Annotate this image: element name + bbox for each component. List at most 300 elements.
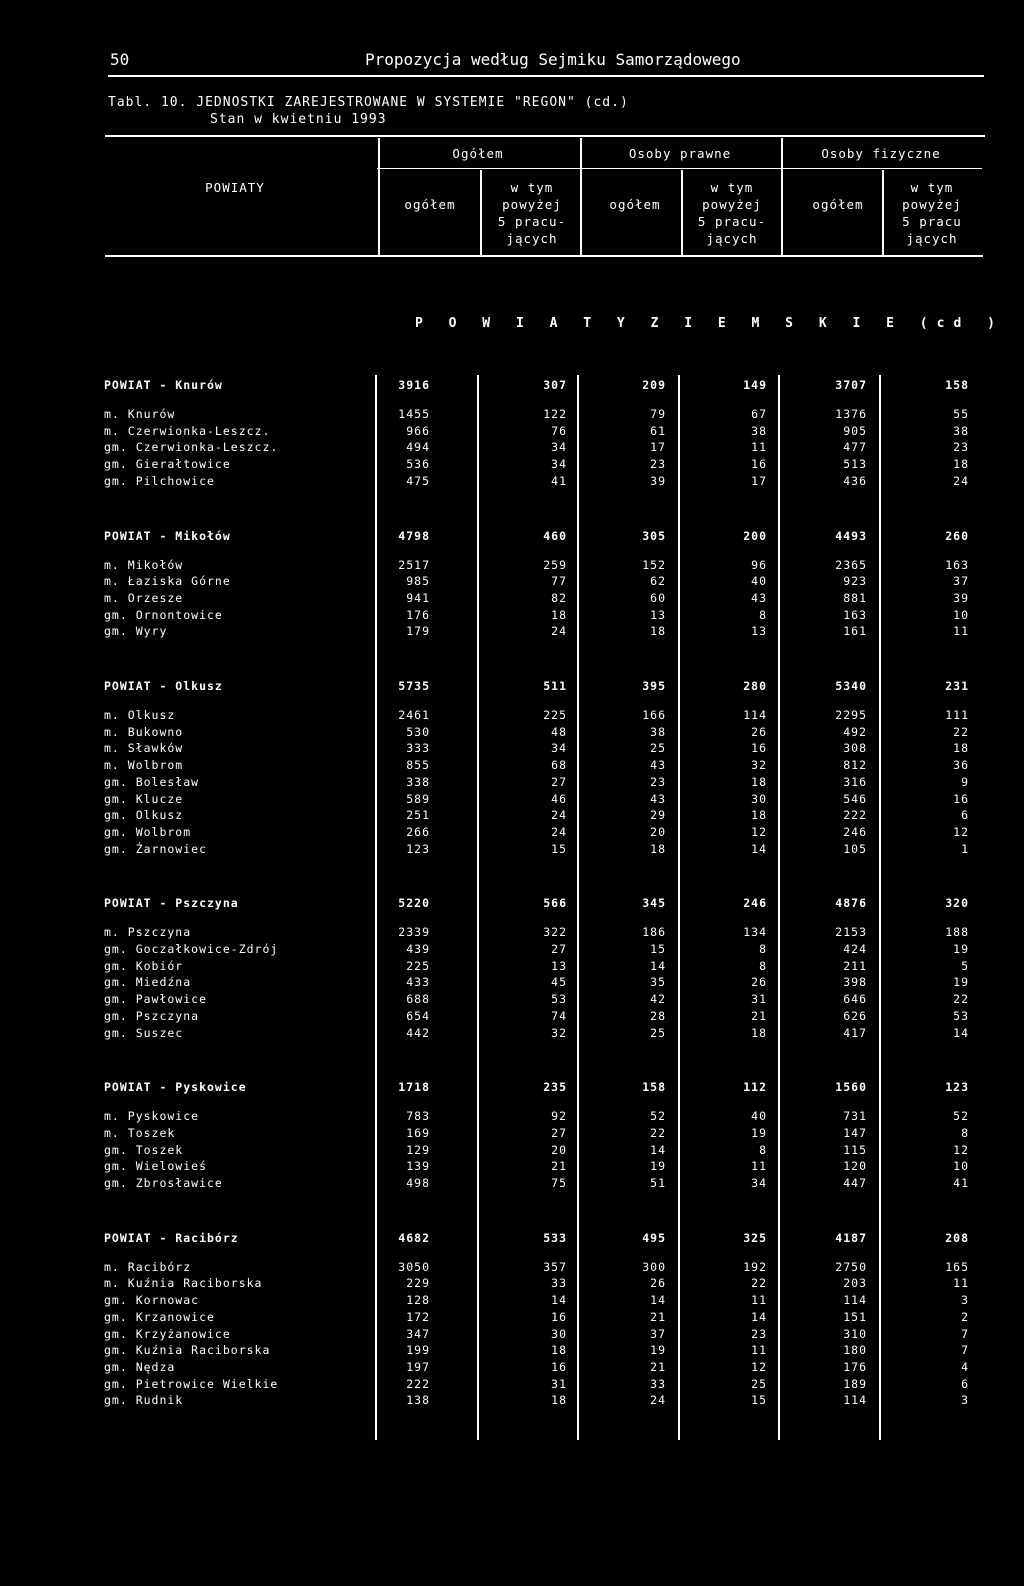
table-cell-value: 316	[843, 774, 867, 789]
table-cell-value: 18	[953, 457, 969, 472]
table-cell-value: 45	[551, 975, 567, 990]
table-cell-value: 41	[953, 1176, 969, 1190]
table-cell-value: 163	[843, 607, 867, 622]
table-cell-value: 15	[551, 841, 567, 856]
table-cell-value: 11	[953, 624, 969, 639]
table-cell-value: 199	[406, 1343, 430, 1358]
table-cell-value: 417	[843, 1025, 867, 1040]
subcolumn-header: powyżej	[902, 197, 962, 212]
powiat-total-label: POWIAT - Racibórz	[104, 1230, 239, 1245]
table-cell-value: 76	[551, 423, 567, 438]
subcolumn-header: w tym	[710, 180, 754, 195]
powiat-total-value: 235	[543, 1080, 567, 1095]
group-header: Osoby prawne	[628, 146, 732, 161]
table-cell-value: 251	[406, 808, 430, 823]
table-cell-value: 172	[406, 1309, 430, 1324]
table-row-label: m. Kuźnia Raciborska	[104, 1276, 263, 1291]
table-row-label: gm. Bolesław	[104, 774, 200, 789]
table-cell-value: 2750	[835, 1259, 867, 1274]
table-row-label: gm. Klucze	[104, 791, 184, 806]
table-cell-value: 60	[650, 590, 666, 605]
table-cell-value: 985	[406, 574, 430, 589]
table-cell-value: 225	[406, 958, 430, 973]
table-cell-value: 4	[961, 1359, 969, 1374]
table-cell-value: 357	[543, 1259, 567, 1274]
table-cell-value: 27	[551, 1125, 567, 1140]
table-row-label: gm. Pszczyna	[104, 1008, 200, 1023]
body-column-divider	[778, 375, 780, 1440]
table-cell-value: 22	[751, 1276, 767, 1291]
powiat-total-value: 5220	[398, 896, 430, 911]
table-cell-value: 881	[843, 590, 867, 605]
table-cell-value: 114	[743, 708, 767, 722]
subcolumn-header: 5 pracu	[902, 214, 962, 229]
table-cell-value: 128	[406, 1293, 430, 1308]
table-cell-value: 14	[551, 1293, 567, 1308]
powiat-total-value: 4876	[835, 896, 867, 911]
table-cell-value: 16	[551, 1309, 567, 1324]
table-cell-value: 8	[759, 607, 767, 622]
table-cell-value: 34	[751, 1176, 767, 1190]
table-cell-value: 11	[751, 1159, 767, 1174]
table-cell-value: 40	[751, 574, 767, 589]
table-cell-value: 43	[650, 791, 666, 806]
table-cell-value: 477	[843, 440, 867, 455]
table-cell-value: 139	[406, 1159, 430, 1174]
page-number: 50	[110, 50, 130, 69]
table-cell-value: 42	[650, 992, 666, 1007]
table-row-label: gm. Pietrowice Wielkie	[104, 1376, 279, 1391]
table-cell-value: 941	[406, 590, 430, 605]
group-header: Osoby fizyczne	[821, 146, 941, 161]
table-cell-value: 424	[843, 942, 867, 956]
subcolumn-header: jących	[706, 231, 758, 246]
body-column-divider	[879, 375, 881, 1440]
powiat-total-value: 5340	[835, 679, 867, 693]
subcolumn-header: ogółem	[609, 197, 661, 212]
table-cell-value: 39	[953, 590, 969, 605]
table-cell-value: 14	[650, 958, 666, 973]
table-cell-value: 36	[953, 758, 969, 773]
table-cell-value: 21	[650, 1309, 666, 1324]
table-cell-value: 1	[961, 841, 969, 856]
table-cell-value: 38	[650, 724, 666, 739]
table-cell-value: 11	[751, 1293, 767, 1308]
table-cell-value: 498	[406, 1176, 430, 1190]
table-row-label: gm. Gierałtowice	[104, 457, 231, 472]
table-cell-value: 19	[650, 1343, 666, 1358]
table-cell-value: 18	[551, 1393, 567, 1408]
table-cell-value: 266	[406, 824, 430, 839]
table-cell-value: 120	[843, 1159, 867, 1174]
table-cell-value: 8	[759, 1142, 767, 1157]
table-cell-value: 40	[751, 1109, 767, 1124]
powiat-total-value: 158	[945, 378, 969, 392]
table-cell-value: 25	[650, 741, 666, 756]
subcolumn-header: 5 pracu-	[697, 214, 767, 229]
table-row-label: gm. Kornowac	[104, 1293, 200, 1308]
table-cell-value: 24	[650, 1393, 666, 1408]
table-cell-value: 433	[406, 975, 430, 990]
powiat-total-value: 566	[543, 896, 567, 911]
table-cell-value: 192	[743, 1259, 767, 1274]
table-header-bottom-rule	[105, 255, 983, 257]
table-cell-value: 246	[843, 824, 867, 839]
powiat-total-value: 307	[543, 378, 567, 392]
table-cell-value: 152	[642, 557, 666, 572]
powiat-total-value: 325	[743, 1230, 767, 1245]
table-cell-value: 2461	[398, 708, 430, 722]
table-title: Tabl. 10. JEDNOSTKI ZAREJESTROWANE W SYSTEMIE "REGON" (cd.)	[108, 95, 629, 110]
table-cell-value: 338	[406, 774, 430, 789]
table-cell-value: 21	[751, 1008, 767, 1023]
table-cell-value: 129	[406, 1142, 430, 1157]
table-cell-value: 6	[961, 1376, 969, 1391]
table-cell-value: 222	[406, 1376, 430, 1391]
table-cell-value: 5	[961, 958, 969, 973]
table-cell-value: 923	[843, 574, 867, 589]
group-header: Ogółem	[452, 146, 504, 161]
table-cell-value: 26	[751, 975, 767, 990]
table-row-label: gm. Wyry	[104, 624, 168, 639]
header-column-divider	[378, 138, 380, 256]
table-cell-value: 34	[551, 457, 567, 472]
table-cell-value: 494	[406, 440, 430, 455]
table-cell-value: 186	[642, 925, 666, 940]
table-row-label: m. Racibórz	[104, 1259, 192, 1274]
table-row-label: gm. Goczałkowice-Zdrój	[104, 942, 279, 956]
powiat-total-value: 460	[543, 528, 567, 543]
table-row-label: m. Wolbrom	[104, 758, 184, 773]
table-cell-value: 398	[843, 975, 867, 990]
table-cell-value: 626	[843, 1008, 867, 1023]
table-row-label: gm. Olkusz	[104, 808, 184, 823]
table-cell-value: 20	[650, 824, 666, 839]
table-cell-value: 2339	[398, 925, 430, 940]
table-cell-value: 1376	[835, 407, 867, 421]
table-cell-value: 300	[642, 1259, 666, 1274]
powiat-total-value: 320	[945, 896, 969, 911]
table-cell-value: 166	[642, 708, 666, 722]
header-subcolumn-divider	[681, 170, 683, 256]
table-cell-value: 79	[650, 407, 666, 421]
table-cell-value: 905	[843, 423, 867, 438]
table-cell-value: 51	[650, 1176, 666, 1190]
table-cell-value: 7	[961, 1343, 969, 1358]
table-cell-value: 35	[650, 975, 666, 990]
table-cell-value: 25	[650, 1025, 666, 1040]
table-cell-value: 165	[945, 1259, 969, 1274]
table-cell-value: 180	[843, 1343, 867, 1358]
subcolumn-header: ogółem	[404, 197, 456, 212]
table-cell-value: 14	[953, 1025, 969, 1040]
powiat-total-value: 123	[945, 1080, 969, 1095]
subcolumn-header: powyżej	[702, 197, 762, 212]
table-cell-value: 439	[406, 942, 430, 956]
table-cell-value: 14	[751, 841, 767, 856]
table-cell-value: 176	[406, 607, 430, 622]
table-cell-value: 123	[406, 841, 430, 856]
table-row-label: gm. Zbrosławice	[104, 1176, 223, 1190]
table-cell-value: 442	[406, 1025, 430, 1040]
table-cell-value: 34	[551, 440, 567, 455]
table-cell-value: 12	[751, 824, 767, 839]
table-cell-value: 23	[650, 774, 666, 789]
powiat-total-label: POWIAT - Mikołów	[104, 528, 231, 543]
table-cell-value: 32	[751, 758, 767, 773]
table-cell-value: 18	[650, 624, 666, 639]
subcolumn-header: powyżej	[502, 197, 562, 212]
table-cell-value: 111	[945, 708, 969, 722]
table-row-label: gm. Wielowieś	[104, 1159, 208, 1174]
table-cell-value: 22	[953, 724, 969, 739]
section-title: P O W I A T Y Z I E M S K I E (cd )	[415, 316, 1004, 331]
table-cell-value: 138	[406, 1393, 430, 1408]
header-rule	[108, 75, 984, 77]
table-cell-value: 41	[551, 473, 567, 488]
table-cell-value: 31	[551, 1376, 567, 1391]
table-cell-value: 16	[953, 791, 969, 806]
table-cell-value: 18	[953, 741, 969, 756]
table-cell-value: 28	[650, 1008, 666, 1023]
table-row-label: m. Czerwionka-Leszcz.	[104, 423, 271, 438]
table-cell-value: 52	[650, 1109, 666, 1124]
table-row-label: gm. Rudnik	[104, 1393, 184, 1408]
powiat-total-label: POWIAT - Olkusz	[104, 679, 223, 693]
table-cell-value: 77	[551, 574, 567, 589]
table-cell-value: 29	[650, 808, 666, 823]
powiat-total-value: 200	[743, 528, 767, 543]
table-cell-value: 2517	[398, 557, 430, 572]
table-cell-value: 43	[751, 590, 767, 605]
powiat-total-value: 3916	[398, 378, 430, 392]
table-cell-value: 492	[843, 724, 867, 739]
table-row-label: m. Orzesze	[104, 590, 184, 605]
table-cell-value: 646	[843, 992, 867, 1007]
powiat-total-value: 149	[743, 378, 767, 392]
table-cell-value: 105	[843, 841, 867, 856]
table-cell-value: 11	[953, 1276, 969, 1291]
table-cell-value: 310	[843, 1326, 867, 1341]
table-cell-value: 12	[953, 824, 969, 839]
table-row-label: m. Mikołów	[104, 557, 184, 572]
table-cell-value: 13	[551, 958, 567, 973]
table-cell-value: 161	[843, 624, 867, 639]
table-cell-value: 259	[543, 557, 567, 572]
table-cell-value: 589	[406, 791, 430, 806]
powiat-total-value: 280	[743, 679, 767, 693]
table-cell-value: 39	[650, 473, 666, 488]
table-cell-value: 9	[961, 774, 969, 789]
table-cell-value: 6	[961, 808, 969, 823]
table-cell-value: 53	[551, 992, 567, 1007]
table-row-label: m. Bukowno	[104, 724, 184, 739]
table-cell-value: 147	[843, 1125, 867, 1140]
table-cell-value: 12	[953, 1142, 969, 1157]
table-cell-value: 8	[759, 942, 767, 956]
powiat-total-value: 345	[642, 896, 666, 911]
table-cell-value: 513	[843, 457, 867, 472]
body-column-divider	[577, 375, 579, 1440]
powiat-total-value: 4682	[398, 1230, 430, 1245]
table-row-label: gm. Wolbrom	[104, 824, 192, 839]
table-cell-value: 169	[406, 1125, 430, 1140]
table-cell-value: 8	[961, 1125, 969, 1140]
table-cell-value: 46	[551, 791, 567, 806]
table-row-label: gm. Kobiór	[104, 958, 184, 973]
powiat-total-value: 158	[642, 1080, 666, 1095]
table-cell-value: 3	[961, 1393, 969, 1408]
table-cell-value: 14	[650, 1293, 666, 1308]
table-cell-value: 23	[751, 1326, 767, 1341]
table-cell-value: 189	[843, 1376, 867, 1391]
powiat-total-value: 395	[642, 679, 666, 693]
table-cell-value: 34	[551, 741, 567, 756]
table-cell-value: 38	[751, 423, 767, 438]
table-cell-value: 11	[751, 440, 767, 455]
table-cell-value: 25	[751, 1376, 767, 1391]
subcolumn-header: 5 pracu-	[497, 214, 567, 229]
table-cell-value: 48	[551, 724, 567, 739]
table-cell-value: 19	[953, 975, 969, 990]
powiat-total-value: 1718	[398, 1080, 430, 1095]
table-top-rule	[105, 135, 985, 137]
powiat-total-value: 4187	[835, 1230, 867, 1245]
table-cell-value: 12	[751, 1359, 767, 1374]
table-cell-value: 13	[751, 624, 767, 639]
table-cell-value: 812	[843, 758, 867, 773]
table-cell-value: 82	[551, 590, 567, 605]
table-cell-value: 18	[551, 1343, 567, 1358]
table-cell-value: 33	[551, 1276, 567, 1291]
powiat-total-value: 112	[743, 1080, 767, 1095]
powiat-total-value: 511	[543, 679, 567, 693]
table-cell-value: 211	[843, 958, 867, 973]
table-row-label: gm. Toszek	[104, 1142, 184, 1157]
table-cell-value: 61	[650, 423, 666, 438]
table-cell-value: 43	[650, 758, 666, 773]
table-cell-value: 52	[953, 1109, 969, 1124]
body-column-divider	[678, 375, 680, 1440]
table-row-label: gm. Kuźnia Raciborska	[104, 1343, 271, 1358]
table-cell-value: 151	[843, 1309, 867, 1324]
subcolumn-header: w tym	[910, 180, 954, 195]
table-cell-value: 18	[751, 774, 767, 789]
table-row-label: gm. Nędza	[104, 1359, 176, 1374]
table-cell-value: 75	[551, 1176, 567, 1190]
table-cell-value: 18	[751, 808, 767, 823]
powiat-total-value: 495	[642, 1230, 666, 1245]
table-row-label: m. Łaziska Górne	[104, 574, 231, 589]
table-cell-value: 530	[406, 724, 430, 739]
powiat-total-value: 208	[945, 1230, 969, 1245]
table-cell-value: 783	[406, 1109, 430, 1124]
table-cell-value: 8	[759, 958, 767, 973]
table-cell-value: 176	[843, 1359, 867, 1374]
table-cell-value: 688	[406, 992, 430, 1007]
table-cell-value: 731	[843, 1109, 867, 1124]
table-cell-value: 30	[751, 791, 767, 806]
table-cell-value: 96	[751, 557, 767, 572]
table-cell-value: 67	[751, 407, 767, 421]
table-cell-value: 23	[650, 457, 666, 472]
table-cell-value: 197	[406, 1359, 430, 1374]
subcolumn-header: jących	[906, 231, 958, 246]
table-cell-value: 20	[551, 1142, 567, 1157]
table-cell-value: 7	[961, 1326, 969, 1341]
table-cell-value: 2365	[835, 557, 867, 572]
table-row-label: m. Toszek	[104, 1125, 176, 1140]
table-cell-value: 31	[751, 992, 767, 1007]
table-cell-value: 333	[406, 741, 430, 756]
table-cell-value: 74	[551, 1008, 567, 1023]
table-subtitle: Stan w kwietniu 1993	[210, 112, 387, 127]
table-cell-value: 19	[650, 1159, 666, 1174]
table-row-label: gm. Krzanowice	[104, 1309, 215, 1324]
powiat-total-value: 533	[543, 1230, 567, 1245]
table-cell-value: 33	[650, 1376, 666, 1391]
table-cell-value: 114	[843, 1293, 867, 1308]
powiat-total-value: 1560	[835, 1080, 867, 1095]
stub-header: POWIATY	[205, 180, 265, 195]
table-cell-value: 179	[406, 624, 430, 639]
table-cell-value: 654	[406, 1008, 430, 1023]
subcolumn-header: ogółem	[812, 197, 864, 212]
table-cell-value: 134	[743, 925, 767, 940]
powiat-total-value: 260	[945, 528, 969, 543]
table-row-label: gm. Pawłowice	[104, 992, 208, 1007]
table-row-label: gm. Krzyżanowice	[104, 1326, 231, 1341]
body-column-divider	[477, 375, 479, 1440]
subcolumn-header: jących	[506, 231, 558, 246]
table-cell-value: 19	[953, 942, 969, 956]
table-cell-value: 18	[650, 841, 666, 856]
table-row-label: gm. Pilchowice	[104, 473, 215, 488]
table-cell-value: 546	[843, 791, 867, 806]
powiat-total-value: 246	[743, 896, 767, 911]
powiat-total-label: POWIAT - Pyskowice	[104, 1080, 247, 1095]
table-cell-value: 26	[650, 1276, 666, 1291]
table-cell-value: 475	[406, 473, 430, 488]
table-cell-value: 55	[953, 407, 969, 421]
table-cell-value: 24	[551, 624, 567, 639]
table-cell-value: 10	[953, 607, 969, 622]
table-cell-value: 10	[953, 1159, 969, 1174]
table-cell-value: 966	[406, 423, 430, 438]
table-cell-value: 203	[843, 1276, 867, 1291]
powiat-total-value: 209	[642, 378, 666, 392]
header-column-divider	[781, 138, 783, 256]
table-cell-value: 21	[650, 1359, 666, 1374]
powiat-total-label: POWIAT - Pszczyna	[104, 896, 239, 911]
table-cell-value: 436	[843, 473, 867, 488]
table-cell-value: 24	[551, 808, 567, 823]
table-cell-value: 26	[751, 724, 767, 739]
table-cell-value: 16	[751, 457, 767, 472]
subcolumn-header: w tym	[510, 180, 554, 195]
table-cell-value: 115	[843, 1142, 867, 1157]
table-row-label: gm. Czerwionka-Leszcz.	[104, 440, 279, 455]
table-row-label: m. Pyskowice	[104, 1109, 200, 1124]
table-row-label: m. Pszczyna	[104, 925, 192, 940]
table-cell-value: 37	[650, 1326, 666, 1341]
table-cell-value: 22	[953, 992, 969, 1007]
table-row-label: m. Sławków	[104, 741, 184, 756]
table-cell-value: 27	[551, 942, 567, 956]
table-cell-value: 13	[650, 607, 666, 622]
table-cell-value: 17	[751, 473, 767, 488]
table-row-label: gm. Miedźna	[104, 975, 192, 990]
